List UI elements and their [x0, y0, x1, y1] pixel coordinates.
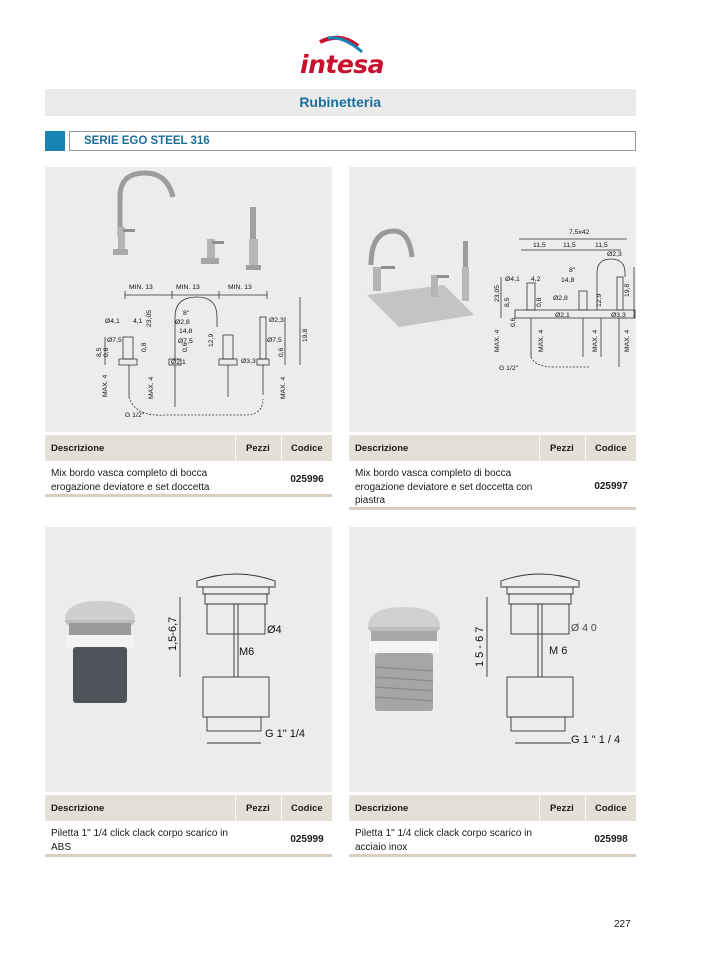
svg-text:11,5: 11,5 — [595, 242, 608, 249]
svg-text:19,8: 19,8 — [302, 328, 309, 342]
svg-text:7,5x42: 7,5x42 — [569, 229, 590, 236]
product-card — [45, 527, 332, 858]
product-code: 025997 — [594, 481, 628, 492]
row-divider — [349, 854, 636, 857]
product-image — [45, 527, 332, 792]
mixer-technical-drawing — [45, 167, 332, 432]
product-description: Piletta 1" 1/4 click clack corpo scarico in ABS — [51, 828, 228, 853]
svg-text:Ø4,1: Ø4,1 — [505, 276, 520, 283]
svg-text:MAX. 4: MAX. 4 — [538, 329, 545, 352]
svg-text:Ø2,1: Ø2,1 — [171, 359, 186, 366]
logo-text: intesa — [300, 50, 385, 79]
svg-text:14,8: 14,8 — [561, 277, 575, 284]
svg-text:MIN. 13: MIN. 13 — [129, 284, 153, 291]
product-description: Mix bordo vasca completo di bocca erogazione deviatore e set doccetta — [51, 468, 210, 493]
header-pezzi: Pezzi — [550, 803, 574, 814]
product-description: Mix bordo vasca completo di bocca erogazione deviatore e set doccetta con piastra — [355, 468, 533, 506]
header-pezzi: Pezzi — [246, 443, 270, 454]
svg-text:11,5: 11,5 — [533, 242, 546, 249]
table-header — [45, 435, 332, 461]
table-header — [349, 795, 636, 821]
product-code: 025999 — [290, 834, 324, 845]
svg-text:MAX. 4: MAX. 4 — [494, 329, 501, 352]
svg-text:Ø2,1: Ø2,1 — [555, 312, 570, 319]
svg-text:8,5: 8,5 — [504, 297, 511, 307]
svg-text:Ø7,5: Ø7,5 — [178, 338, 193, 345]
svg-text:M6: M6 — [239, 646, 255, 658]
product-code: 025998 — [594, 834, 628, 845]
svg-text:23,05: 23,05 — [494, 284, 501, 302]
svg-text:12,9: 12,9 — [208, 333, 215, 347]
svg-text:MAX. 4: MAX. 4 — [102, 374, 109, 397]
svg-text:4,1: 4,1 — [133, 318, 143, 325]
page-number: 227 — [614, 919, 631, 930]
svg-text:MAX. 4: MAX. 4 — [592, 329, 599, 352]
svg-text:Ø7,5: Ø7,5 — [267, 337, 282, 344]
product-image — [349, 527, 636, 792]
svg-text:23,05: 23,05 — [146, 309, 153, 327]
svg-text:8": 8" — [183, 310, 190, 317]
svg-text:8": 8" — [569, 267, 576, 274]
table-header — [45, 795, 332, 821]
svg-text:Ø2,3: Ø2,3 — [269, 317, 284, 324]
svg-text:Ø 4 0: Ø 4 0 — [571, 622, 597, 634]
header-descrizione: Descrizione — [51, 443, 105, 454]
svg-text:M 6: M 6 — [549, 645, 568, 657]
product-code: 025996 — [290, 474, 324, 485]
svg-text:G 1/2": G 1/2" — [125, 412, 145, 419]
product-card — [349, 167, 636, 512]
row-divider — [45, 494, 332, 497]
svg-text:0,6: 0,6 — [510, 317, 517, 327]
svg-text:8,5: 8,5 — [96, 347, 103, 357]
svg-text:Ø2,8: Ø2,8 — [553, 295, 568, 302]
svg-text:4,2: 4,2 — [531, 276, 541, 283]
svg-text:G 1/2": G 1/2" — [499, 365, 519, 372]
header-descrizione: Descrizione — [355, 443, 409, 454]
svg-text:MIN. 13: MIN. 13 — [228, 284, 252, 291]
svg-text:0,6: 0,6 — [278, 347, 285, 357]
svg-text:0,6: 0,6 — [182, 342, 189, 352]
header-pezzi: Pezzi — [246, 803, 270, 814]
product-description: Piletta 1" 1/4 click clack corpo scarico in acciaio inox — [355, 828, 532, 853]
series-header — [69, 131, 636, 151]
svg-text:12,9: 12,9 — [596, 293, 603, 307]
product-image — [45, 167, 332, 432]
header-descrizione: Descrizione — [355, 803, 409, 814]
svg-text:Ø7,5: Ø7,5 — [107, 337, 122, 344]
svg-text:MAX. 4: MAX. 4 — [148, 376, 155, 399]
svg-text:Ø3,3: Ø3,3 — [611, 312, 626, 319]
header-codice: Codice — [291, 803, 323, 814]
header-pezzi: Pezzi — [550, 443, 574, 454]
svg-text:MAX. 4: MAX. 4 — [624, 329, 631, 352]
category-title: Rubinetteria — [299, 94, 381, 110]
product-card — [349, 527, 636, 858]
intesa-logo — [300, 34, 384, 84]
series-marker — [45, 131, 65, 151]
svg-text:G 1" 1/4: G 1" 1/4 — [265, 728, 305, 740]
product-card — [45, 167, 332, 497]
svg-text:G 1 " 1 / 4: G 1 " 1 / 4 — [571, 734, 621, 746]
header-codice: Codice — [595, 443, 627, 454]
row-divider — [349, 507, 636, 510]
table-header — [349, 435, 636, 461]
svg-text:Ø2,8: Ø2,8 — [175, 319, 190, 326]
svg-text:MIN. 13: MIN. 13 — [176, 284, 200, 291]
svg-text:1 5 - 6 7: 1 5 - 6 7 — [474, 626, 486, 667]
row-divider — [45, 854, 332, 857]
svg-text:MAX. 4: MAX. 4 — [280, 376, 287, 399]
svg-text:11,5: 11,5 — [563, 242, 576, 249]
svg-text:0,8: 0,8 — [536, 297, 543, 307]
svg-text:Ø4,1: Ø4,1 — [105, 318, 120, 325]
svg-text:Ø3,3: Ø3,3 — [241, 358, 256, 365]
svg-text:19,8: 19,8 — [624, 283, 631, 297]
series-title: SERIE EGO STEEL 316 — [84, 135, 210, 147]
header-codice: Codice — [291, 443, 323, 454]
svg-text:Ø2,3: Ø2,3 — [607, 251, 622, 258]
product-image — [349, 167, 636, 432]
mixer-with-plate-technical-drawing — [349, 167, 636, 432]
category-bar — [45, 89, 636, 116]
svg-text:0,6: 0,6 — [103, 347, 110, 357]
svg-text:Ø4: Ø4 — [267, 624, 282, 636]
header-descrizione: Descrizione — [51, 803, 105, 814]
header-codice: Codice — [595, 803, 627, 814]
waste-inox-technical-drawing — [349, 527, 636, 792]
svg-text:14,8: 14,8 — [179, 328, 193, 335]
svg-text:0,8: 0,8 — [141, 342, 148, 352]
waste-abs-technical-drawing — [45, 527, 332, 792]
svg-text:1,5-6,7: 1,5-6,7 — [167, 616, 179, 651]
